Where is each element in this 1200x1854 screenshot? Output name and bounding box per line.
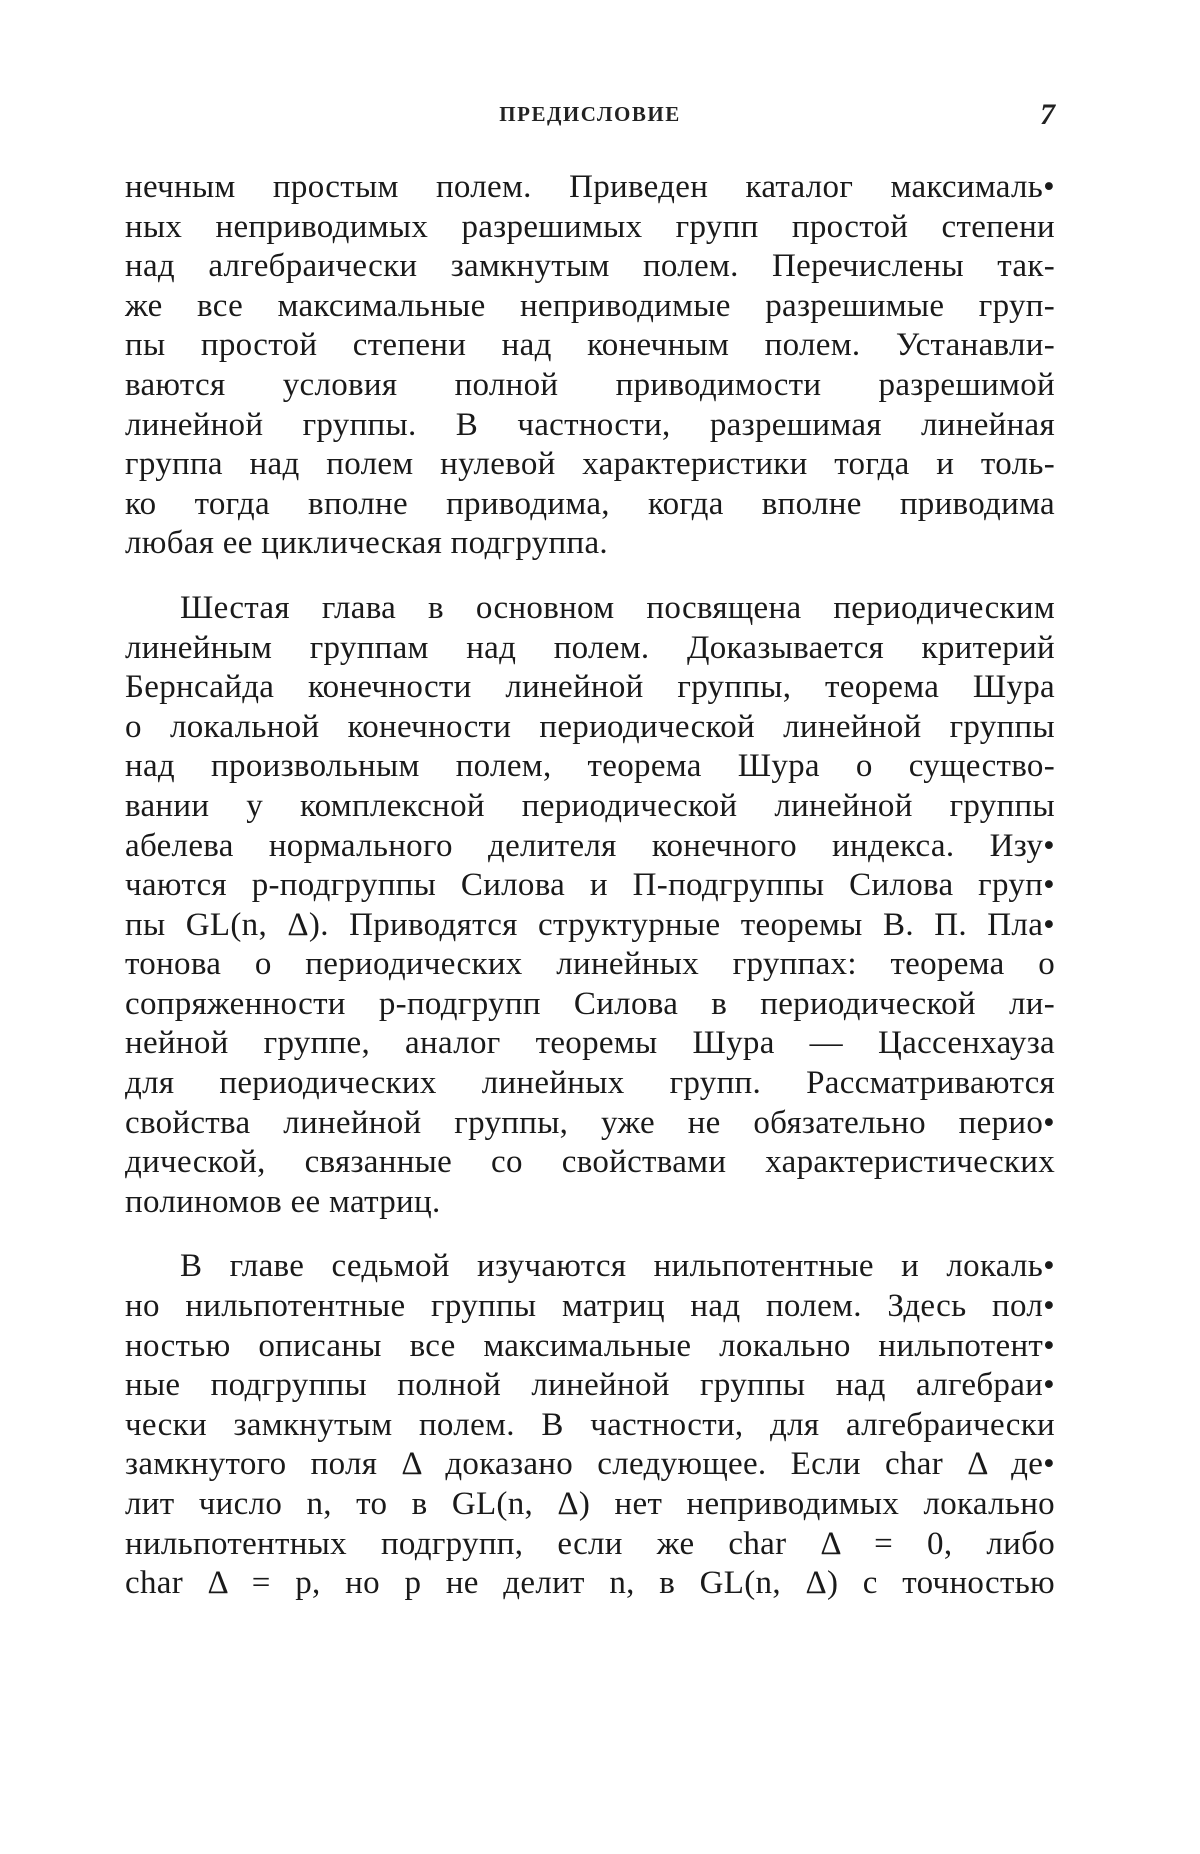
text-line: пы простой степени над конечным полем. Устанавли- [125,327,1055,364]
body-text [125,168,1055,1629]
text-line: линейным группам над полем. Доказывается критерий [125,629,1055,666]
text-line: полиномов ее матриц. [125,1183,441,1220]
text-line: ваются условия полной приводимости разрешимой [125,366,1055,403]
paragraph-1 [125,168,1055,564]
running-head [125,98,1055,142]
text-line: для периодических линейных групп. Рассматриваются [125,1065,1055,1102]
text-line: ко тогда вполне приводима, когда вполне приводима [125,485,1055,522]
text-line: ностью описаны все максимальные локально нильпотент• [125,1327,1055,1364]
text-line: но нильпотентные группы матриц над полем. Здесь пол• [125,1288,1055,1325]
text-line: над алгебраически замкнутым полем. Перечислены так- [125,248,1055,285]
text-line: дической, связанные со свойствами характеристических [125,1144,1055,1181]
text-line: ные подгруппы полной линейной группы над алгебраи• [125,1367,1055,1404]
paragraph-2 [125,589,1055,1223]
text-line: чески замкнутым полем. В частности, для алгебраически [125,1406,1055,1443]
paragraph-3 [125,1247,1055,1603]
text-line: над произвольным полем, теорема Шура о существо- [125,748,1055,785]
text-line: Бернсайда конечности линейной группы, теорема Шура [125,669,1055,706]
text-line: В главе седьмой изучаются нильпотентные и локаль• [180,1248,1055,1285]
text-line: нечным простым полем. Приведен каталог максималь• [125,169,1055,205]
text-line: пы GL(n, Δ). Приводятся структурные теоремы В. П. Пла• [125,906,1055,943]
text-line: нейной группе, аналог теоремы Шура — Цассенхауза [125,1025,1055,1062]
text-line: char Δ = p, но p не делит n, в GL(n, Δ) с точностью [125,1565,1055,1602]
text-line: абелева нормального делителя конечного индекса. Изу• [125,827,1055,864]
text-line: же все максимальные неприводимые разрешимые груп- [125,287,1055,324]
text-line: Шестая глава в основном посвящена периодическим [180,589,1055,626]
running-head-title: ПРЕДИСЛОВИЕ [499,102,681,126]
text-line: чаются p-подгруппы Силова и П-подгруппы Силова груп• [125,867,1055,904]
text-line: любая ее циклическая подгруппа. [125,525,608,562]
text-line: тонова о периодических линейных группах: теорема о [125,946,1055,983]
text-line: о локальной конечности периодической линейной группы [125,708,1055,745]
text-line: замкнутого поля Δ доказано следующее. Если char Δ де• [125,1446,1055,1483]
text-line: вании у комплексной периодической линейной группы [125,787,1055,824]
text-line: сопряженности p-подгрупп Силова в периодической ли- [125,985,1055,1022]
text-line: нильпотентных подгрупп, если же char Δ = 0, либо [125,1525,1055,1562]
text-line: лит число n, то в GL(n, Δ) нет неприводимых локально [125,1486,1055,1522]
page-number: 7 [1040,98,1055,131]
text-line: линейной группы. В частности, разрешимая линейная [125,406,1055,443]
text-line: свойства линейной группы, уже не обязательно перио• [125,1104,1055,1141]
text-line: ных неприводимых разрешимых групп простой степени [125,208,1055,245]
text-line: группа над полем нулевой характеристики тогда и толь- [125,446,1055,483]
